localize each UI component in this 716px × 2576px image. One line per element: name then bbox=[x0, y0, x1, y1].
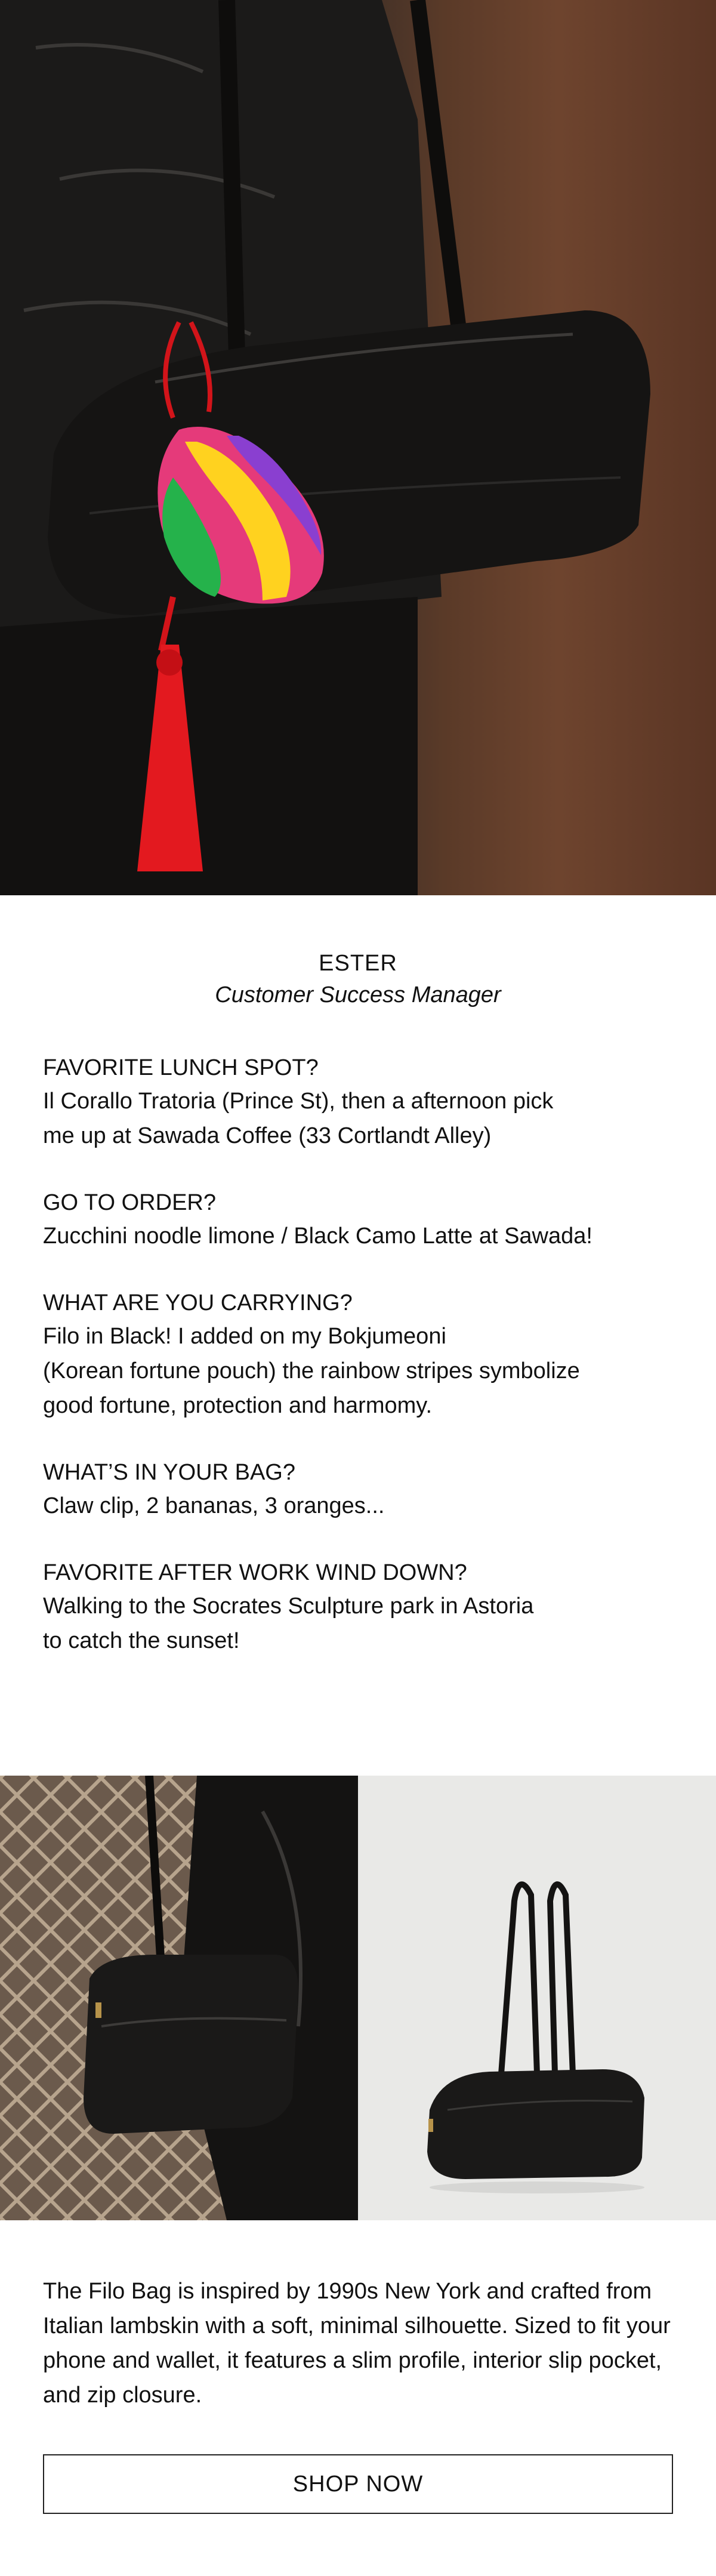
photo-grid bbox=[0, 1776, 716, 2220]
product-photo bbox=[358, 1776, 716, 2220]
qa-answer: Zucchini noodle limone / Black Camo Latte at Sawada! bbox=[43, 1224, 592, 1249]
qa-question: WHAT’S IN YOUR BAG? bbox=[43, 1460, 295, 1485]
qa-question: FAVORITE LUNCH SPOT? bbox=[43, 1055, 319, 1080]
profile-name: ESTER bbox=[319, 951, 397, 976]
qa-question: FAVORITE AFTER WORK WIND DOWN? bbox=[43, 1560, 467, 1585]
qa-item bbox=[43, 1287, 673, 1423]
shop-now-button[interactable]: SHOP NOW bbox=[43, 2454, 673, 2514]
product-illustration bbox=[358, 1776, 716, 2220]
qa-item bbox=[43, 1187, 673, 1253]
qa-item bbox=[43, 1557, 673, 1658]
lifestyle-photo bbox=[0, 1776, 358, 2220]
hero-image bbox=[0, 0, 716, 895]
profile-role: Customer Success Manager bbox=[215, 982, 501, 1007]
lifestyle-illustration bbox=[0, 1776, 358, 2220]
qa-question: GO TO ORDER? bbox=[43, 1190, 216, 1215]
qa-answer: Filo in Black! I added on my Bokjumeoni (Korean fortune pouch) the rainbow stripes symbolize good fortune, protection and harmomy. bbox=[43, 1324, 580, 1418]
qa-item bbox=[43, 1052, 673, 1153]
qa-item bbox=[43, 1456, 673, 1523]
profile-section bbox=[43, 949, 673, 1658]
qa-answer: Walking to the Socrates Sculpture park in Astoria to catch the sunset! bbox=[43, 1594, 534, 1653]
qa-question: WHAT ARE YOU CARRYING? bbox=[43, 1290, 353, 1315]
hero-illustration bbox=[0, 0, 716, 895]
qa-answer: Il Corallo Tratoria (Prince St), then a afternoon pick me up at Sawada Coffee (33 Cortlandt Alley) bbox=[43, 1089, 554, 1148]
qa-answer: Claw clip, 2 bananas, 3 oranges... bbox=[43, 1493, 385, 1518]
product-description: The Filo Bag is inspired by 1990s New York and crafted from Italian lambskin with a soft, minimal silhouette. Sized to fit your phone and wallet, it features a slim profile, interior slip pocket, and zip closure. bbox=[43, 2279, 671, 2408]
